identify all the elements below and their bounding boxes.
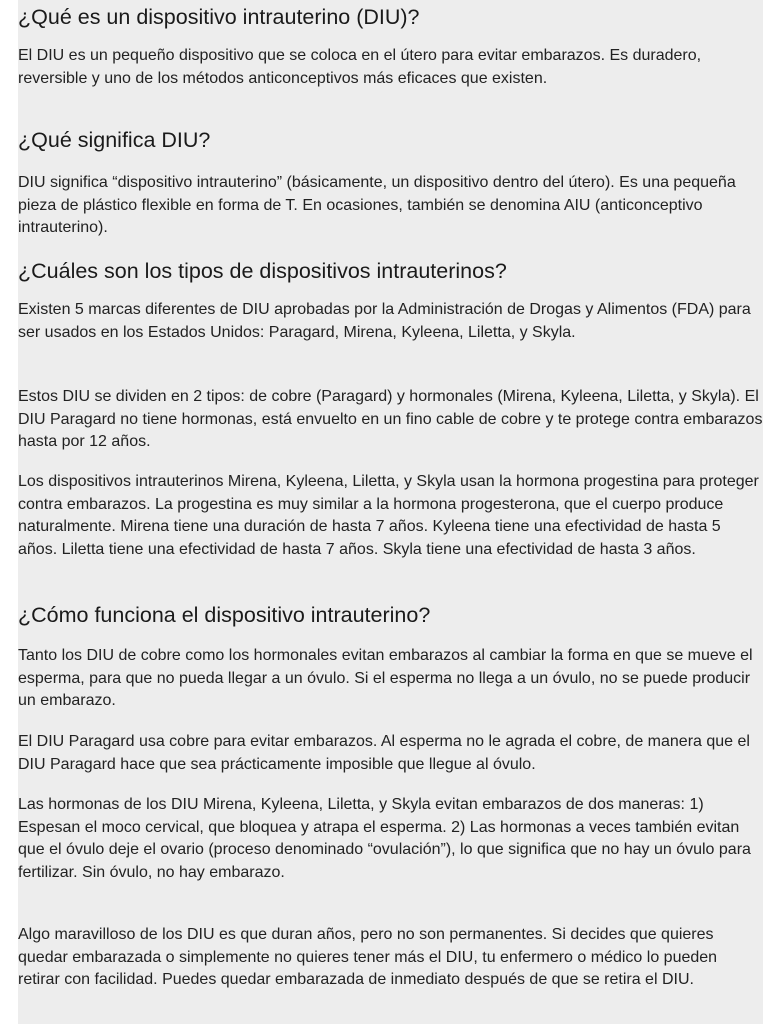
paragraph-hormonal-iud-duration: Los dispositivos intrauterinos Mirena, Kyleena, Liletta, y Skyla usan la hormona progestina para proteger contra embarazos. La progestina es muy similar a la hormona progesterona, que el cuerpo produce naturalmente. Mirena tiene una duración de hasta 7 años. Kyleena tiene una efectividad de hasta 5 años. Liletta tiene una efectividad de hasta 7 años. Skyla tiene una efectividad de hasta 3 años. xyxy=(18,473,759,558)
paragraph-how-iud-works: Tanto los DIU de cobre como los hormonales evitan embarazos al cambiar la forma en que se mueve el esperma, para que no pueda llegar a un óvulo. Si el esperma no llega a un óvulo, no se puede producir un embarazo. xyxy=(18,647,753,709)
paragraph-iud-removal: Algo maravilloso de los DIU es que duran años, pero no son permanentes. Si decides que quieres quedar embarazada o simplemente no quieres tener más el DIU, tu enfermero o médico lo pueden retirar con facilidad. Puedes quedar embarazada de inmediato después de que se retira el DIU. xyxy=(18,926,718,988)
section-heading-what-is-iud: ¿Qué es un dispositivo intrauterino (DIU)? xyxy=(18,5,420,29)
paragraph-iud-brands: Existen 5 marcas diferentes de DIU aprobadas por la Administración de Drogas y Alimentos (FDA) para ser usados en los Estados Unidos: Paragard, Mirena, Kyleena, Liletta, y Skyla. xyxy=(18,301,751,341)
paragraph-copper-iud: El DIU Paragard usa cobre para evitar embarazos. Al esperma no le agrada el cobre, de manera que el DIU Paragard hace que sea prácticamente imposible que llegue al óvulo. xyxy=(18,733,750,773)
section-heading-iud-types: ¿Cuáles son los tipos de dispositivos intrauterinos? xyxy=(18,259,507,283)
article-content xyxy=(18,0,763,1024)
paragraph-hormonal-iud-mechanism: Las hormonas de los DIU Mirena, Kyleena, Liletta, y Skyla evitan embarazos de dos maneras: 1) Espesan el moco cervical, que bloquea y atrapa el esperma. 2) Las hormonas a veces también evitan que el óvulo deje el ovario (proceso denominado “ovulación”), lo que significa que no hay un óvulo para fertilizar. Sin óvulo, no hay embarazo. xyxy=(18,796,751,881)
section-heading-iud-meaning: ¿Qué significa DIU? xyxy=(18,128,211,152)
paragraph-iud-two-types: Estos DIU se dividen en 2 tipos: de cobre (Paragard) y hormonales (Mirena, Kyleena, Liletta, y Skyla). El DIU Paragard no tiene hormonas, está envuelto en un fino cable de cobre y te protege contra embarazos hasta por 12 años. xyxy=(18,388,763,450)
paragraph-iud-meaning: DIU significa “dispositivo intrauterino” (básicamente, un dispositivo dentro del útero). Es una pequeña pieza de plástico flexible en forma de T. En ocasiones, también se denomina AIU (anticonceptivo intrauterino). xyxy=(18,174,736,236)
section-heading-how-iud-works: ¿Cómo funciona el dispositivo intrauterino? xyxy=(18,603,431,627)
paragraph-what-is-iud: El DIU es un pequeño dispositivo que se coloca en el útero para evitar embarazos. Es duradero, reversible y uno de los métodos anticonceptivos más eficaces que existen. xyxy=(18,47,702,87)
